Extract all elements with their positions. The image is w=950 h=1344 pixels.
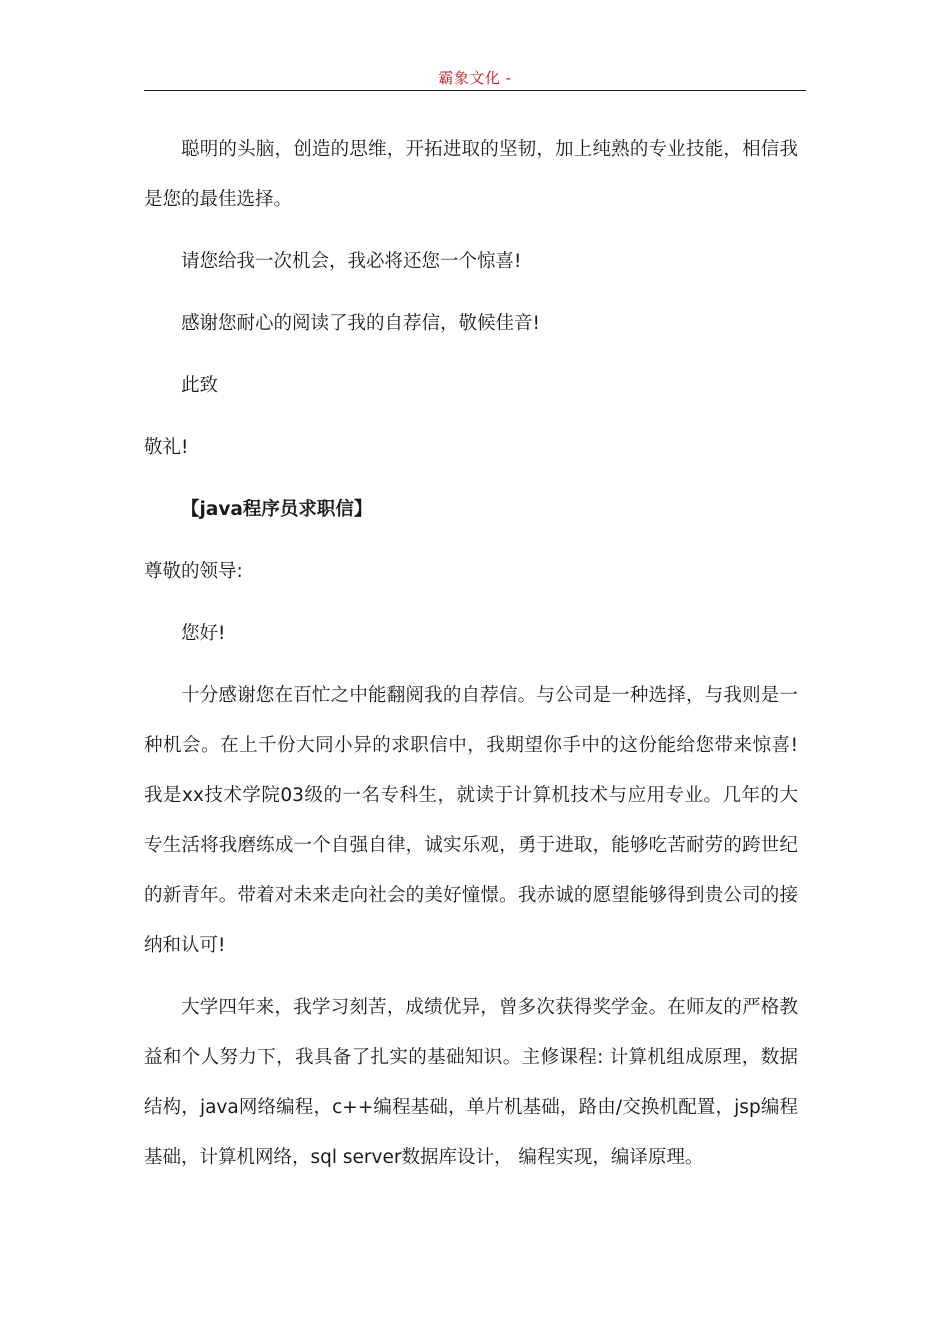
paragraph-courses: 大学四年来，我学习刻苦，成绩优异，曾多次获得奖学金。在师友的严格教益和个人努力下，我具备了扎实的基础知识。主修课程: 计算机组成原理，数据结构，java网络编程，c++编程基础，单片机基础，路由/交换机配置，jsp编程基础，计算机网络，sql server数据库设计， 编程实现，编译原理。 bbox=[144, 997, 798, 1168]
section-heading: 【java程序员求职信】 bbox=[181, 499, 373, 520]
paragraph-thanks: 感谢您耐心的阅读了我的自荐信，敬候佳音! bbox=[181, 313, 540, 334]
paragraph-salutation: 尊敬的领导: bbox=[144, 561, 243, 582]
paragraph-closing-pitch: 聪明的头脑，创造的思维，开拓进取的坚韧，加上纯熟的专业技能，相信我是您的最佳选择。 bbox=[144, 139, 798, 210]
paragraph-jingli: 敬礼! bbox=[144, 437, 189, 458]
paragraph-request-chance: 请您给我一次机会，我必将还您一个惊喜! bbox=[181, 251, 522, 272]
paragraph-introduction: 十分感谢您在百忙之中能翻阅我的自荐信。与公司是一种选择，与我则是一种机会。在上千份大同小异的求职信中，我期望你手中的这份能给您带来惊喜! 我是xx技术学院03级的一名专科生，就读于计算机技术与应用专业。几年的大专生活将我磨练成一个自强自律，诚实乐观，勇于进取，能够吃苦耐劳的跨世纪的新青年。带着对未来走向社会的美好憧憬。我赤诚的愿望能够得到贵公司的接纳和认可! bbox=[144, 685, 798, 956]
header-title: 霸象文化 - bbox=[438, 69, 512, 87]
paragraph-cizhi: 此致 bbox=[181, 375, 219, 396]
page-header bbox=[144, 66, 806, 91]
paragraph-greeting: 您好! bbox=[181, 623, 226, 644]
document-body bbox=[144, 125, 798, 1195]
